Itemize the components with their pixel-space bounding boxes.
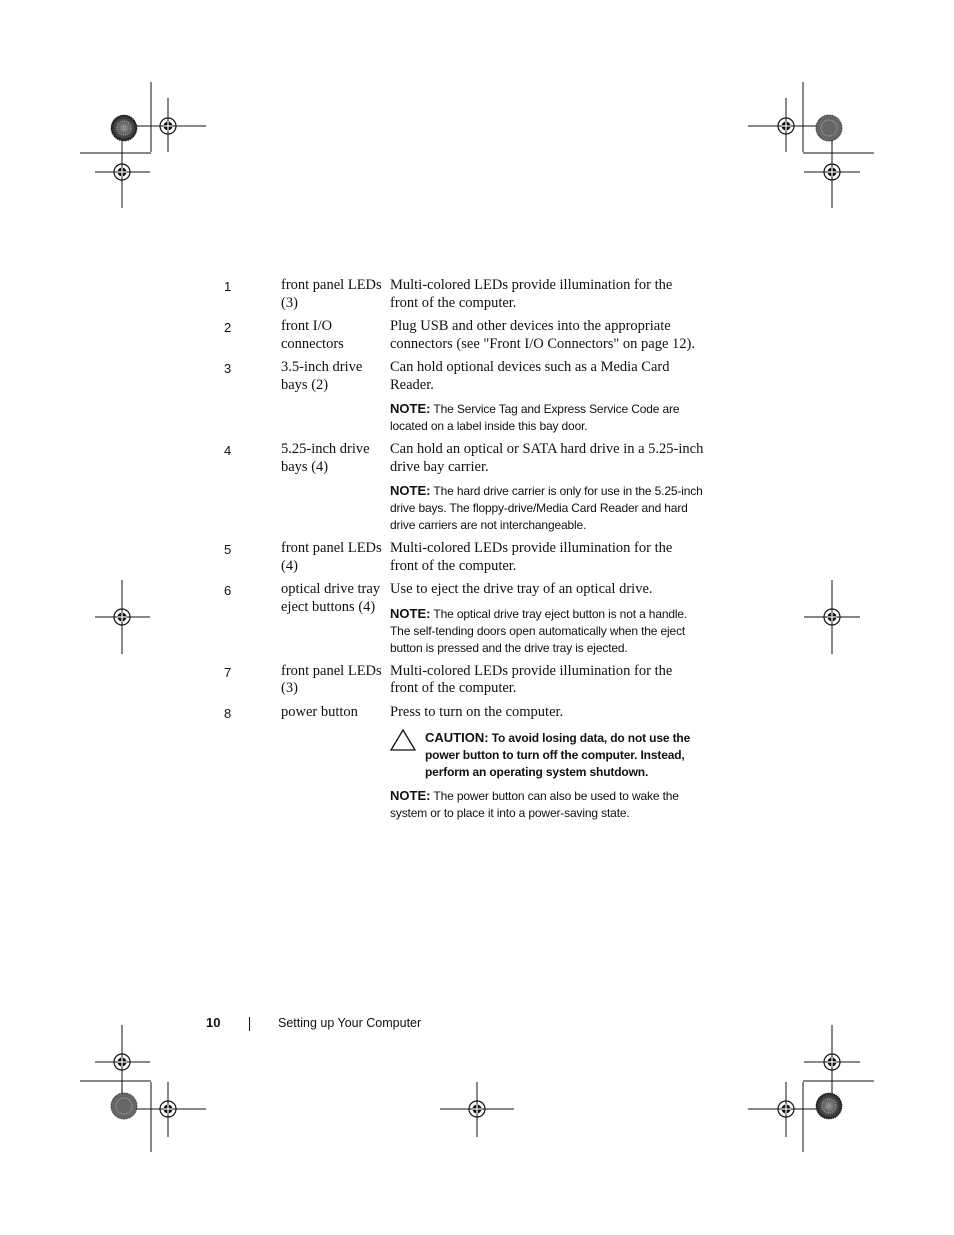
description-text: Can hold an optical or SATA hard drive in a 5.25-inch drive bay carrier. [390, 441, 704, 475]
component-description [390, 540, 704, 575]
caution-text: To avoid losing data, do not use the power button to turn off the computer. Instead, perform an operating system shutdown. [425, 731, 691, 779]
row-number: 2 [224, 320, 232, 335]
component-description [390, 277, 704, 312]
table-row [224, 359, 704, 435]
page-number: 10 [206, 1015, 221, 1030]
table-row [224, 277, 704, 312]
table-row [224, 441, 704, 534]
row-number: 4 [224, 443, 232, 458]
component-description [390, 359, 704, 435]
row-number: 6 [224, 583, 232, 598]
component-description [390, 581, 704, 657]
note-text: The Service Tag and Express Service Code are located on a label inside this bay door. [390, 402, 680, 433]
row-number: 7 [224, 664, 232, 680]
note-text: The optical drive tray eject button is not a handle. The self-tending doors open automatically when the eject button is pressed and the drive tray is ejected. [390, 606, 688, 655]
caution-label: CAUTION: [425, 730, 489, 745]
row-number: 8 [224, 705, 232, 721]
note-label: NOTE: [390, 605, 431, 621]
description-text: Press to turn on the computer. [390, 703, 564, 720]
note [390, 400, 704, 435]
description-text: Plug USB and other devices into the appropriate connectors (see "Front I/O Connectors" on page 12). [390, 318, 695, 352]
component-description [390, 441, 704, 534]
caution-triangle-icon [390, 729, 416, 751]
note-text: The hard drive carrier is only for use in the 5.25-inch drive bays. The floppy-drive/Media Card Reader and hard drive carriers are not interchangeable. [390, 484, 703, 532]
rosette-top-right [816, 115, 842, 141]
note [390, 605, 704, 657]
table-row [224, 581, 704, 657]
description-text: Use to eject the drive tray of an optical drive. [390, 581, 653, 597]
row-number: 5 [224, 542, 232, 557]
component-name: front panel LEDs (3) [281, 277, 382, 311]
row-number: 3 [224, 361, 232, 376]
component-name: optical drive tray eject buttons (4) [281, 581, 381, 615]
rosette-bottom-right [816, 1093, 842, 1119]
table-row [224, 318, 704, 353]
description-text: Multi-colored LEDs provide illumination for the front of the computer. [390, 540, 673, 574]
footer-divider [249, 1017, 250, 1031]
component-description [390, 704, 704, 823]
component-name: 5.25-inch drive bays (4) [281, 441, 370, 475]
row-number: 1 [224, 279, 232, 294]
description-text: Multi-colored LEDs provide illumination for the front of the computer. [390, 277, 673, 311]
section-title: Setting up Your Computer [278, 1016, 422, 1030]
note [390, 482, 704, 534]
note [390, 787, 704, 822]
note-text: The power button can also be used to wake the system or to place it into a power-saving state. [390, 789, 679, 820]
description-text: Multi-colored LEDs provide illumination for the front of the computer. [390, 662, 673, 696]
note-label: NOTE: [390, 401, 431, 416]
description-text: Can hold optional devices such as a Media Card Reader. [390, 359, 670, 393]
component-name: front panel LEDs (4) [281, 540, 382, 574]
component-description [390, 318, 704, 353]
rosette-top-left [111, 115, 137, 141]
component-name: 3.5-inch drive bays (2) [281, 359, 363, 393]
component-description [390, 663, 704, 698]
component-name: front panel LEDs (3) [281, 662, 382, 696]
component-name: front I/O connectors [281, 318, 344, 352]
table-row [224, 704, 704, 823]
table-row [224, 540, 704, 575]
table-row [224, 663, 704, 698]
note-label: NOTE: [390, 788, 431, 803]
component-name: power button [281, 703, 358, 720]
front-panel-components-table [224, 277, 704, 822]
rosette-bottom-left [111, 1093, 137, 1119]
note-label: NOTE: [390, 483, 431, 498]
caution [390, 729, 704, 781]
